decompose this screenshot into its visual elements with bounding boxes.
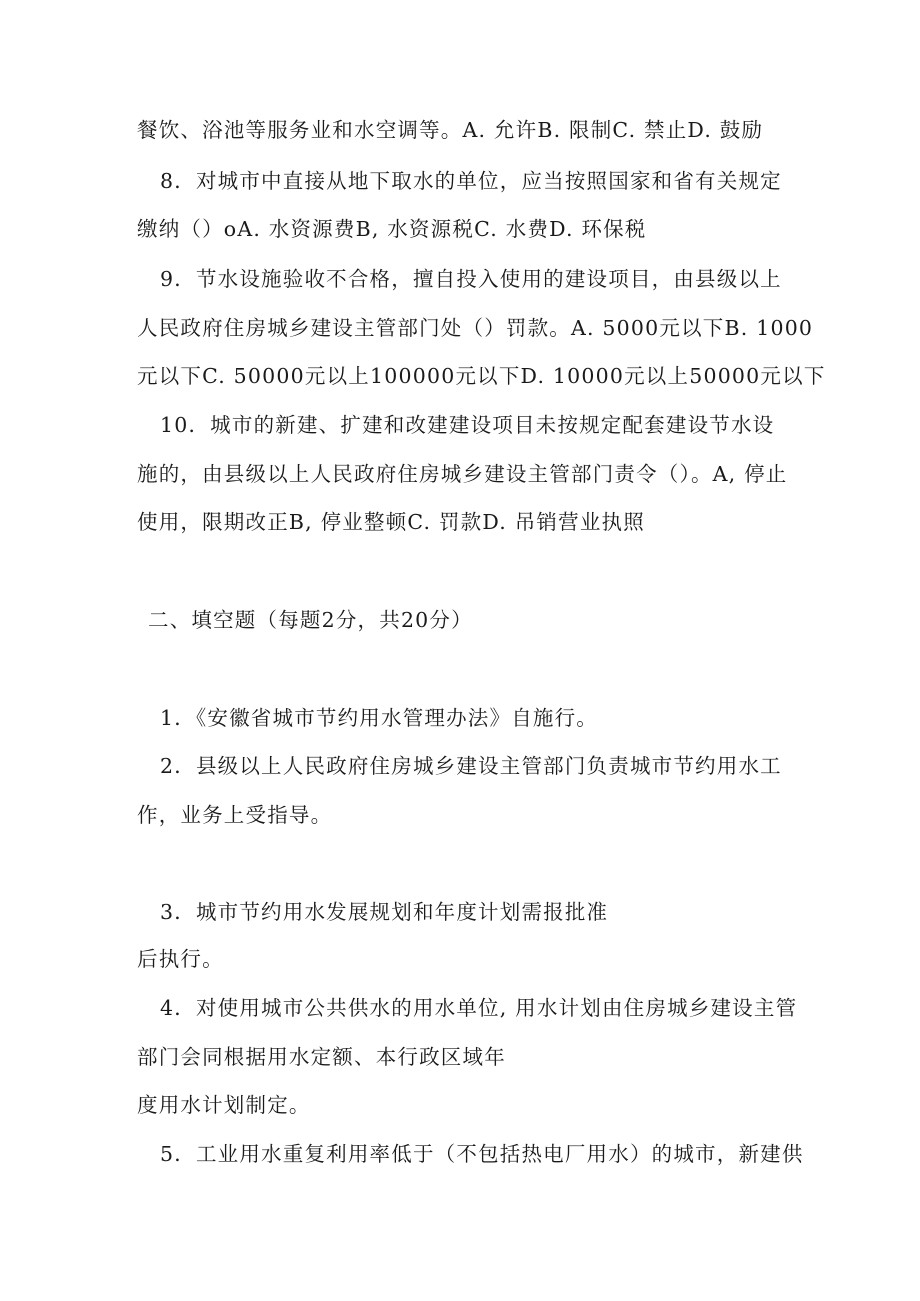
text-line: 后执行。 bbox=[137, 947, 224, 971]
fill-question-1: 1．《安徽省城市节约用水管理办法》自施行。 bbox=[160, 706, 598, 730]
text-line: 餐饮、浴池等服务业和水空调等。A. 允许B. 限制C. 禁止D. 鼓励 bbox=[137, 118, 764, 142]
fill-question-5: 5．工业用水重复利用率低于（不包括热电厂用水）的城市，新建供 bbox=[160, 1142, 804, 1166]
question-10: 10．城市的新建、扩建和改建建设项目未按规定配套建设节水设 bbox=[160, 413, 775, 437]
question-8: 8．对城市中直接从地下取水的单位，应当按照国家和省有关规定 bbox=[160, 169, 782, 193]
text-line: 部门会同根据用水定额、本行政区域年 bbox=[137, 1045, 506, 1069]
question-9: 9．节水设施验收不合格，擅自投入使用的建设项目，由县级以上 bbox=[160, 267, 782, 291]
text-line: 度用水计划制定。 bbox=[137, 1093, 311, 1117]
section-heading: 二、填空题（每题2分，共20分） bbox=[148, 608, 473, 632]
fill-question-3: 3．城市节约用水发展规划和年度计划需报批准 bbox=[160, 900, 609, 924]
fill-question-4: 4．对使用城市公共供水的用水单位, 用水计划由住房城乡建设主管 bbox=[160, 996, 798, 1020]
text-line: 作，业务上受指导。 bbox=[137, 803, 333, 827]
text-line: 使用，限期改正B, 停业整顿C. 罚款D. 吊销营业执照 bbox=[137, 510, 645, 534]
text-line: 缴纳（）oA. 水资源费B, 水资源税C. 水费D. 环保税 bbox=[137, 217, 647, 241]
text-line: 元以下C. 50000元以上100000元以下D. 10000元以上50000元以下 bbox=[137, 364, 826, 388]
text-line: 人民政府住房城乡建设主管部门处（）罚款。A. 5000元以下B. 1000 bbox=[137, 316, 814, 340]
text-line: 施的，由县级以上人民政府住房城乡建设主管部门责令（）。A, 停止 bbox=[137, 462, 788, 486]
fill-question-2: 2．县级以上人民政府住房城乡建设主管部门负责城市节约用水工 bbox=[160, 754, 782, 778]
